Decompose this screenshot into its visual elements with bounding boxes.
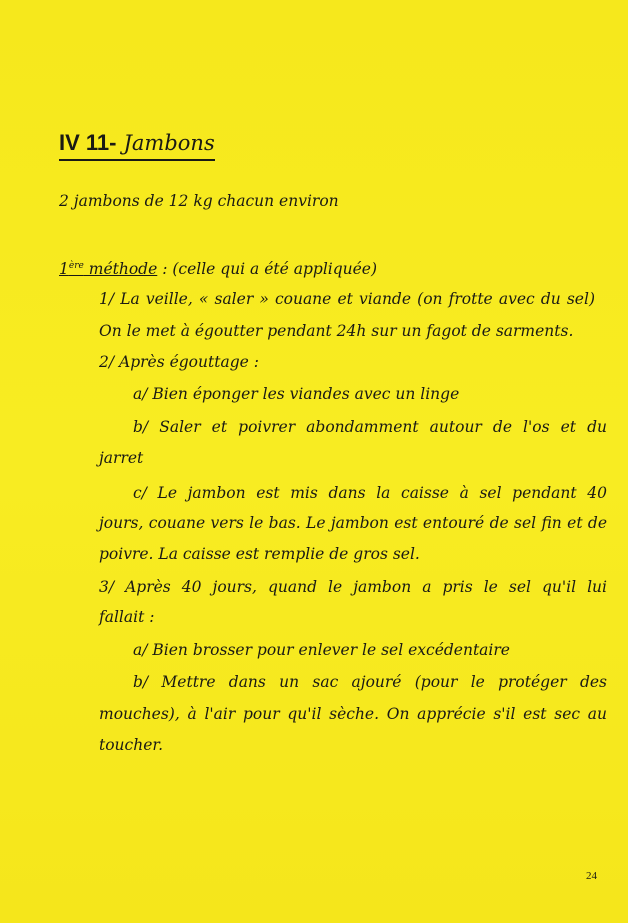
text-line: b/ Mettre dans un sac ajouré (pour le protéger des [133,673,607,691]
text-line: fallait : [99,608,155,626]
text-line: toucher. [99,736,164,754]
method-note: : (celle qui a été appliquée) [157,260,378,279]
text-line: jarret [99,449,144,467]
page-number: 24 [586,870,597,882]
text-line: mouches), à l'air pour qu'il sèche. On apprécie s'il est sec au [99,705,607,723]
method-label: méthode [83,260,158,279]
text-line: jours, couane vers le bas. Le jambon est entouré de sel fin et de [99,514,607,532]
section-title: Jambons [123,131,215,155]
text-line: 3/ Après 40 jours, quand le jambon a pris le sel qu'il lui [99,578,607,596]
text-line: 1/ La veille, « saler » couane et viande (on frotte avec du sel) [99,290,595,308]
text-line: 2/ Après égouttage : [99,353,259,371]
method-ordinal-sup: ère [68,261,84,271]
text-line: poivre. La caisse est remplie de gros sel. [99,545,420,563]
quantity-line: 2 jambons de 12 kg chacun environ [59,192,339,210]
text-line: a/ Bien brosser pour enlever le sel excédentaire [133,641,510,659]
text-line: b/ Saler et poivrer abondamment autour de l'os et du [133,418,607,436]
section-number: IV 11- [59,130,117,155]
text-line: c/ Le jambon est mis dans la caisse à sel pendant 40 [133,484,607,502]
text-line: On le met à égoutter pendant 24h sur un fagot de sarments. [99,322,574,340]
method-heading [59,255,377,280]
section-heading [59,128,215,161]
text-line: a/ Bien éponger les viandes avec un linge [133,385,460,403]
method-ordinal: 1 [59,260,69,279]
